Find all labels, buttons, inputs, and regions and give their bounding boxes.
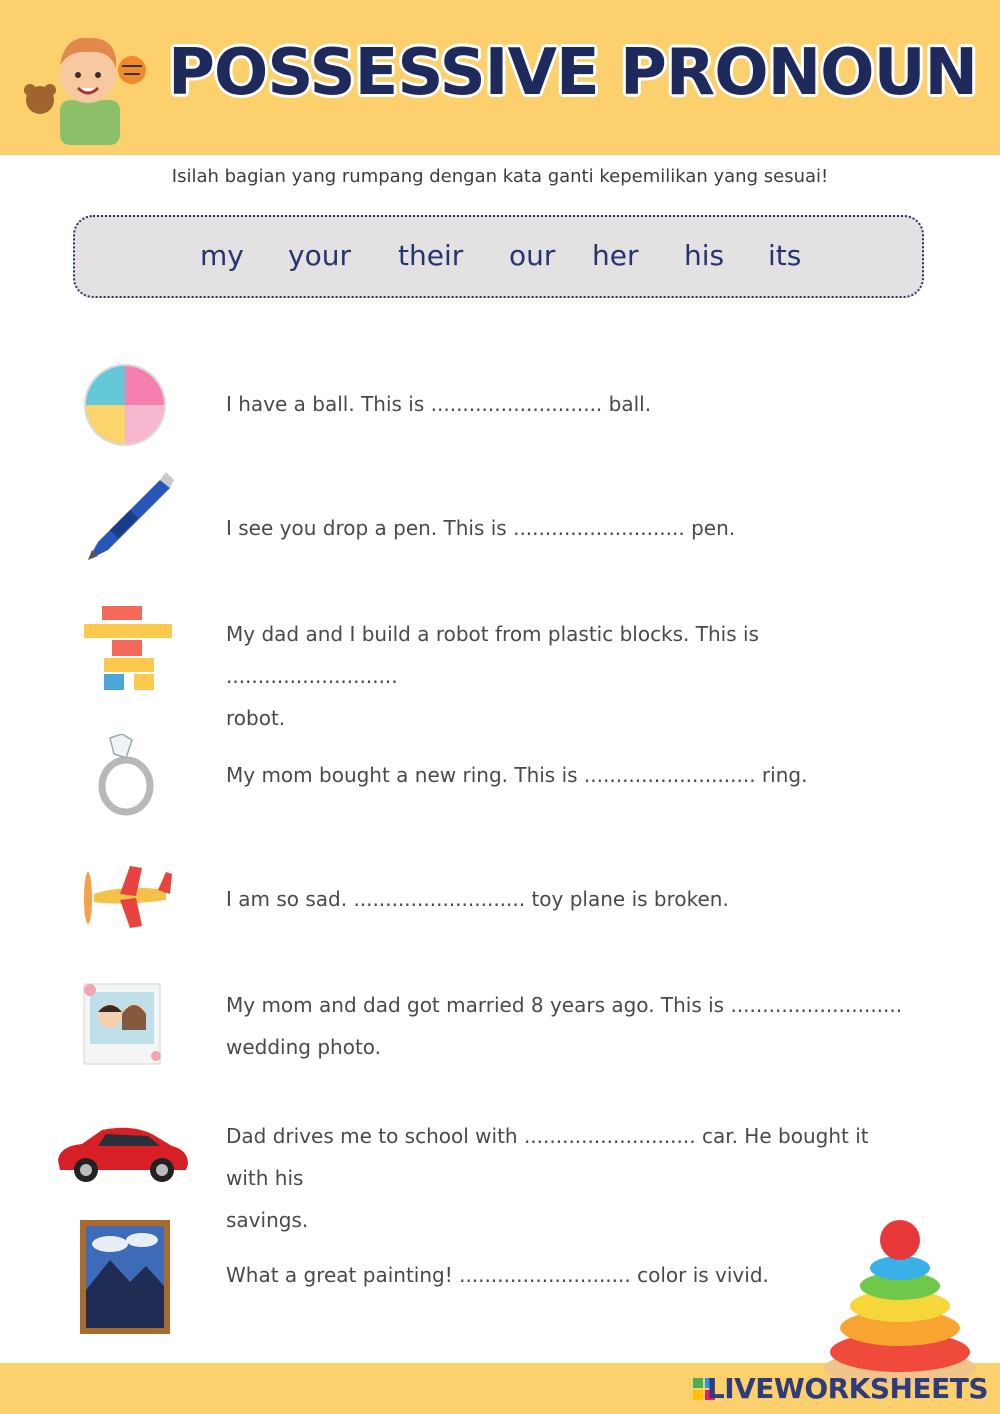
sentence-line: I am so sad. ........................... toy plane is broken. — [226, 887, 729, 911]
wedding-photo-icon — [78, 980, 166, 1066]
exercise-4 — [226, 754, 906, 796]
sentence-line: savings. — [226, 1208, 309, 1232]
word-bank-item[interactable]: my — [200, 239, 244, 272]
exercise-3 — [226, 613, 906, 739]
instruction-text: Isilah bagian yang rumpang dengan kata ganti kepemilikan yang sesuai! — [171, 166, 829, 187]
sentence-line: wedding photo. — [226, 1035, 382, 1059]
sentence-line: My dad and I build a robot from plastic blocks. This is ........................... — [226, 622, 759, 688]
sentence-line: What a great painting! ........................... color is vivid. — [226, 1263, 769, 1287]
kid-with-puppets-icon — [20, 20, 155, 145]
exercise-1 — [226, 383, 906, 425]
sentence-line: My mom and dad got married 8 years ago. This is ........................... — [226, 993, 903, 1017]
car-icon — [52, 1120, 192, 1184]
word-bank-item[interactable]: our — [509, 239, 556, 272]
robot-blocks-icon — [82, 604, 174, 694]
word-bank — [73, 215, 924, 298]
exercise-5 — [226, 878, 906, 920]
stacking-rings-toy-icon — [820, 1218, 980, 1388]
word-bank-item[interactable]: her — [592, 239, 639, 272]
painting-icon — [80, 1220, 170, 1334]
toy-plane-icon — [74, 860, 174, 936]
header-banner — [0, 0, 1000, 155]
word-bank-item[interactable]: your — [288, 239, 351, 272]
brand-name[interactable]: LIVEWORKSHEETS — [706, 1372, 988, 1405]
sentence-line: I see you drop a pen. This is ........................... pen. — [226, 516, 736, 540]
exercise-7 — [226, 1115, 906, 1241]
ring-icon — [92, 734, 156, 816]
sentence-line: Dad drives me to school with ........................... car. He bought it with his — [226, 1124, 869, 1190]
sentence-line: I have a ball. This is ........................... ball. — [226, 392, 652, 416]
word-bank-item[interactable]: his — [684, 239, 725, 272]
exercise-2 — [226, 507, 906, 549]
sentence-line: robot. — [226, 706, 286, 730]
page-title: POSSESSIVE PRONOUN — [168, 36, 978, 110]
exercise-6 — [226, 984, 906, 1068]
ball-icon — [82, 362, 168, 448]
exercise-8 — [226, 1254, 906, 1296]
pen-icon — [80, 470, 176, 566]
sentence-line: My mom bought a new ring. This is ........................... ring. — [226, 763, 808, 787]
word-bank-item[interactable]: their — [398, 239, 464, 272]
word-bank-item[interactable]: its — [768, 239, 802, 272]
